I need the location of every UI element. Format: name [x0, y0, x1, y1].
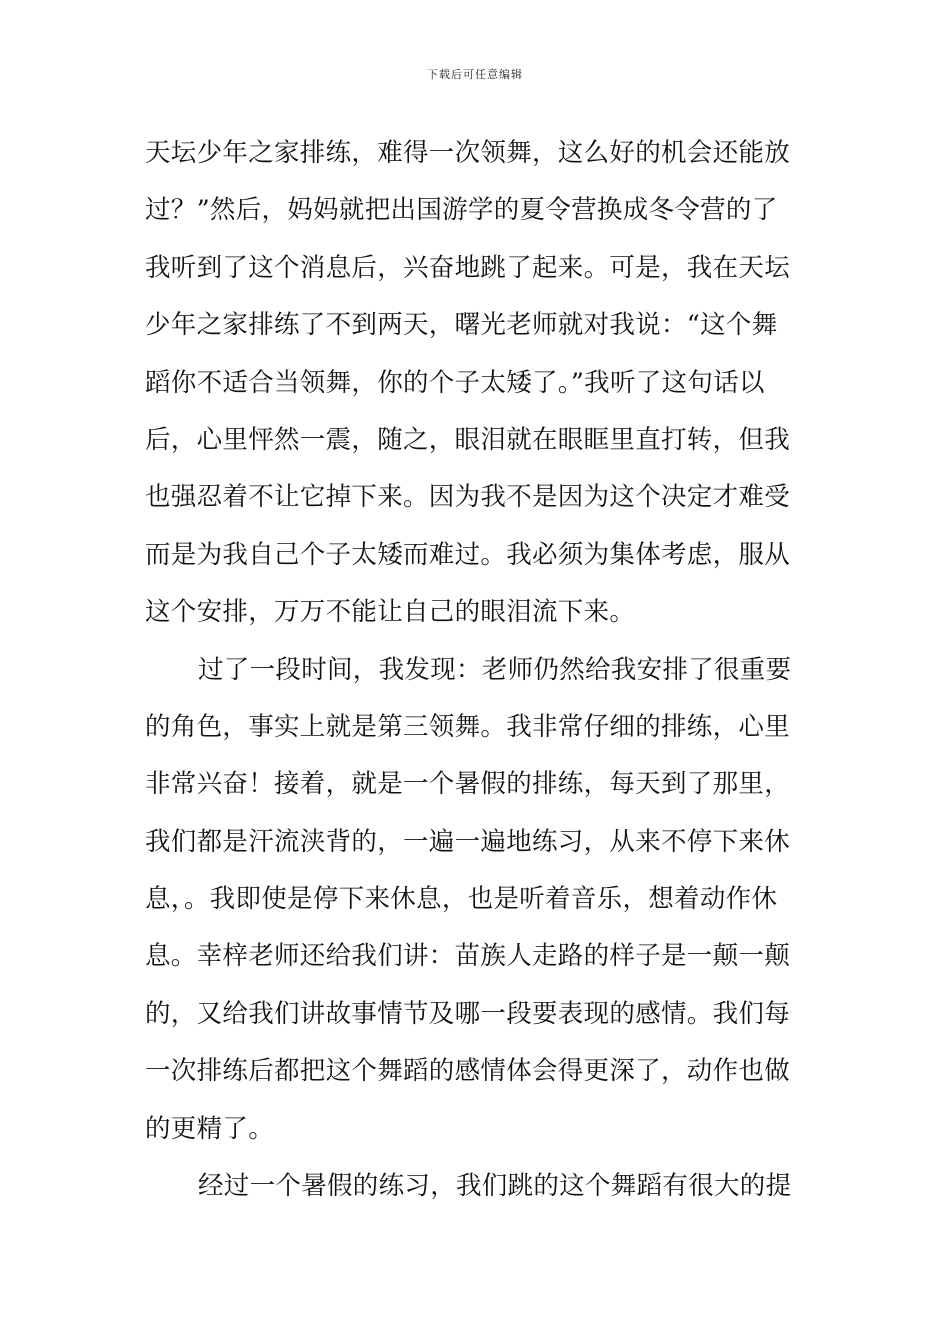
paragraph-1 — [145, 130, 807, 647]
text-line: 的，又给我们讲故事情节及哪一段要表现的感情。我们每 — [145, 998, 791, 1029]
text-line: 天坛少年之家排练，难得一次领舞，这么好的机会还能放 — [145, 138, 791, 168]
text-line: 的更精了。 — [145, 1113, 275, 1144]
text-line: 的角色，事实上就是第三领舞。我非常仔细的排练，心里 — [145, 711, 791, 742]
text-line: 过了一段时间，我发现：老师仍然给我安排了很重要 — [198, 654, 792, 685]
text-line: 息。幸梓老师还给我们讲：苗族人走路的样子是一颠一颠 — [145, 941, 791, 972]
text-line: 一次排练后都把这个舞蹈的感情体会得更深了，动作也做 — [145, 1056, 791, 1087]
paragraph-3 — [145, 1163, 807, 1220]
text-line: 而是为我自己个子太矮而难过。我必须为集体考虑，服从 — [145, 539, 791, 570]
text-line: 我们都是汗流浃背的，一遍一遍地练习，从来不停下来休 — [145, 826, 791, 857]
text-line: 息，。我即使是停下来休息，也是听着音乐，想着动作休 — [145, 884, 778, 915]
text-line: 我听到了这个消息后，兴奋地跳了起来。可是，我在天坛 — [145, 252, 791, 283]
text-line: 少年之家排练了不到两天，曙光老师就对我说：“这个舞 — [145, 310, 778, 341]
text-line: 也强忍着不让它掉下来。因为我不是因为这个决定才难受 — [145, 482, 791, 513]
document-body — [145, 130, 807, 1220]
text-line: 过？”然后，妈妈就把出国游学的夏令营换成冬令营的了 — [145, 195, 778, 226]
paragraph-2 — [145, 647, 807, 1164]
text-line: 非常兴奋！接着，就是一个暑假的排练，每天到了那里， — [145, 769, 791, 800]
text-line: 经过一个暑假的练习，我们跳的这个舞蹈有很大的提 — [198, 1171, 792, 1202]
text-line: 这个安排，万万不能让自己的眼泪流下来。 — [145, 597, 636, 628]
page-header: 下载后可任意编辑 — [427, 68, 523, 81]
text-line: 蹈你不适合当领舞，你的个子太矮了。”我听了这句话以 — [145, 367, 765, 398]
text-line: 后，心里怦然一震，随之，眼泪就在眼眶里直打转，但我 — [145, 424, 791, 455]
